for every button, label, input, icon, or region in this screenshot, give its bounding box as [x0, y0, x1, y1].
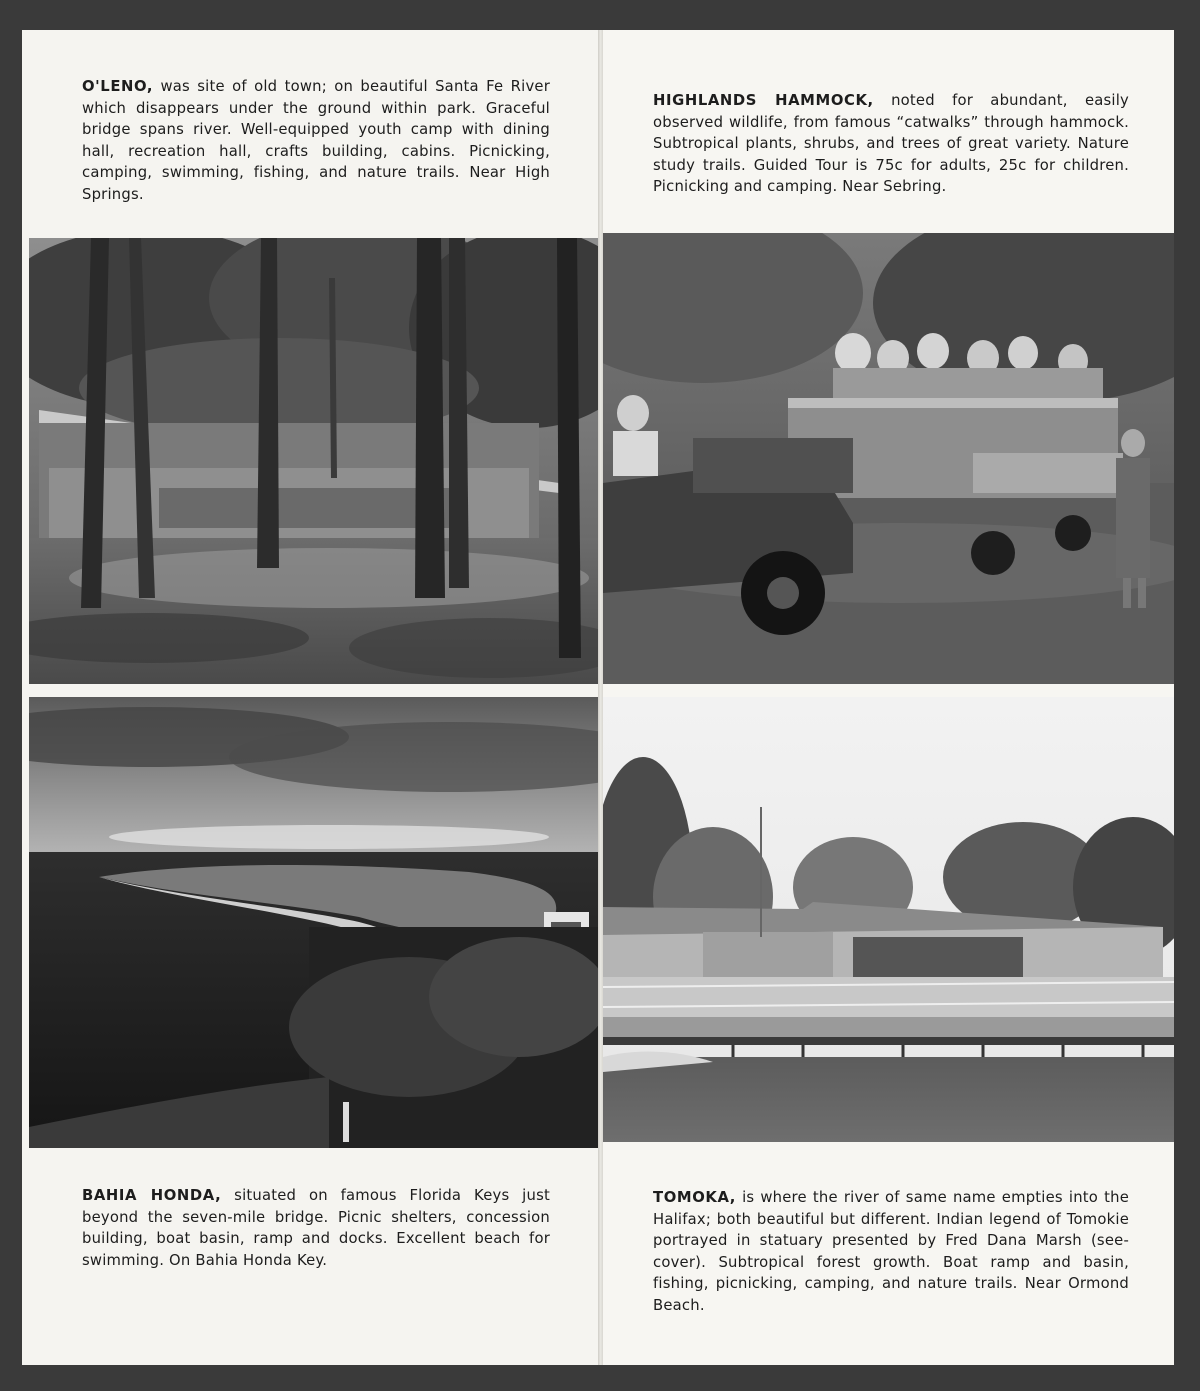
tomoka-description: is where the river of same name empties into the Halifax; both beautiful but different. Indian legend of Tomokie portrayed in statuary presented by Fred Dana Marsh (see-cover). Subtropical forest growth. Boat ramp and basin, fishing, picnicking, camping, and nature trails. Near Ormond Beach. — [653, 1189, 1129, 1314]
bahia-honda-name: BAHIA HONDA, — [82, 1187, 222, 1204]
highlands-hammock-text — [653, 90, 1129, 198]
highlands-hammock-photo — [603, 233, 1174, 684]
brochure-spread — [22, 30, 1174, 1365]
tomoka-photo — [603, 697, 1174, 1142]
tomoka-name: TOMOKA, — [653, 1189, 736, 1206]
bahia-honda-photo — [29, 697, 598, 1148]
bahia-honda-description: situated on famous Florida Keys just beyond the seven-mile bridge. Picnic shelters, concession building, boat basin, ramp and docks. Excellent beach for swimming. On Bahia Honda Key. — [82, 1187, 550, 1269]
bahia-honda-text — [82, 1185, 550, 1271]
oleno-description: was site of old town; on beautiful Santa Fe River which disappears under the ground within park. Graceful bridge spans river. Well-equipped youth camp with dining hall, recreation hall, crafts building, cabins. Picnicking, camping, swimming, fishing, and nature trails. Near High Springs. — [82, 78, 550, 203]
left-page — [22, 30, 598, 1365]
highlands-hammock-description: noted for abundant, easily observed wildlife, from famous “catwalks” through hammock. Subtropical plants, shrubs, and trees of great variety. Nature study trails. Guided Tour is 75c for adults, 25c for children. Picnicking and camping. Near Sebring. — [653, 92, 1130, 195]
right-page — [603, 30, 1174, 1365]
tomoka-text — [653, 1187, 1129, 1316]
oleno-name: O'LENO, — [82, 78, 154, 95]
highlands-hammock-name: HIGHLANDS HAMMOCK, — [653, 92, 874, 109]
oleno-text — [82, 76, 550, 205]
oleno-photo — [29, 238, 598, 684]
